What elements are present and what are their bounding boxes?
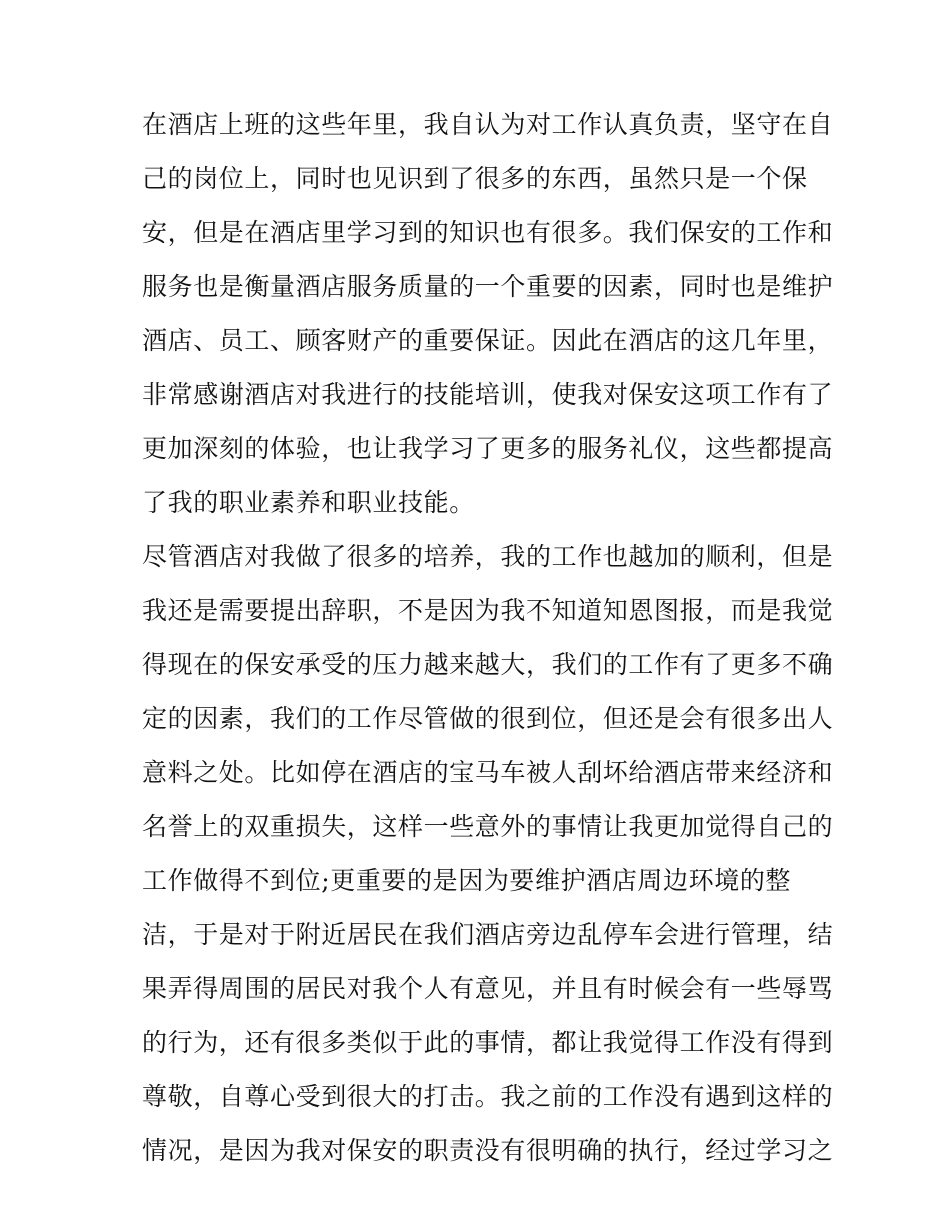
text-line: 定的因素，我们的工作尽管做的很到位，但还是会有很多出人 <box>142 704 834 733</box>
text-line: 的行为，还有很多类似于此的事情，都让我觉得工作没有得到 <box>142 1028 834 1057</box>
text-line: 了我的职业素养和职业技能。 <box>142 488 475 517</box>
text-line: 非常感谢酒店对我进行的技能培训，使我对保安这项工作有了 <box>142 380 834 409</box>
text-line: 果弄得周围的居民对我个人有意见，并且有时候会有一些辱骂 <box>142 974 834 1003</box>
text-line: 尊敬，自尊心受到很大的打击。我之前的工作没有遇到这样的 <box>142 1082 834 1111</box>
text-line: 情况，是因为我对保安的职责没有很明确的执行，经过学习之 <box>142 1136 834 1165</box>
text-line: 我还是需要提出辞职，不是因为我不知道知恩图报，而是我觉 <box>142 596 834 625</box>
text-line: 尽管酒店对我做了很多的培养，我的工作也越加的顺利，但是 <box>142 542 834 571</box>
document-body <box>142 98 834 1178</box>
text-line: 己的岗位上，同时也见识到了很多的东西，虽然只是一个保 <box>142 164 808 193</box>
text-line: 洁，于是对于附近居民在我们酒店旁边乱停车会进行管理，结 <box>142 920 834 949</box>
text-line: 酒店、员工、顾客财产的重要保证。因此在酒店的这几年里， <box>142 326 834 355</box>
text-line: 安，但是在酒店里学习到的知识也有很多。我们保安的工作和 <box>142 218 834 247</box>
text-line: 工作做得不到位;更重要的是因为要维护酒店周边环境的整 <box>142 866 792 895</box>
text-line: 服务也是衡量酒店服务质量的一个重要的因素，同时也是维护 <box>142 272 834 301</box>
text-line: 名誉上的双重损失，这样一些意外的事情让我更加觉得自己的 <box>142 812 834 841</box>
text-line: 意料之处。比如停在酒店的宝马车被人刮坏给酒店带来经济和 <box>142 758 834 787</box>
text-line: 得现在的保安承受的压力越来越大，我们的工作有了更多不确 <box>142 650 834 679</box>
text-line: 在酒店上班的这些年里，我自认为对工作认真负责，坚守在自 <box>142 110 834 139</box>
text-line: 更加深刻的体验，也让我学习了更多的服务礼仪，这些都提高 <box>142 434 834 463</box>
